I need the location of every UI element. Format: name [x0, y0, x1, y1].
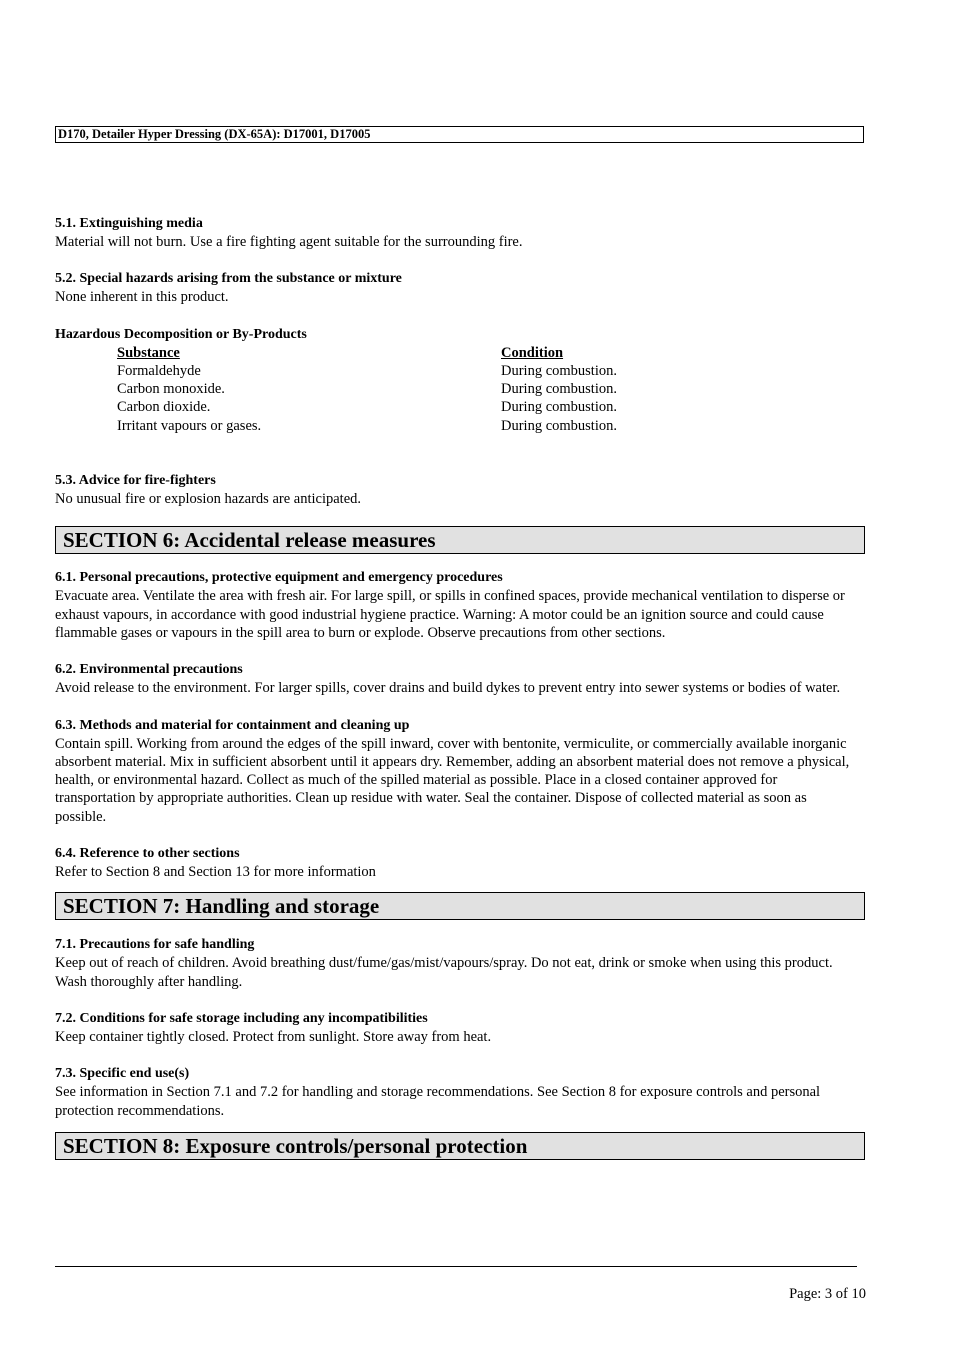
section-6-title: SECTION 6: Accidental release measures: [55, 526, 865, 554]
section-8-title: SECTION 8: Exposure controls/personal protection: [55, 1132, 865, 1160]
subsection-heading: 5.3. Advice for fire-fighters: [55, 473, 216, 489]
subsection-heading: 6.4. Reference to other sections: [55, 846, 240, 862]
subsection-5-1: [55, 215, 855, 251]
subsection-7-2: [55, 1010, 855, 1046]
subsection-text: No unusual fire or explosion hazards are anticipated.: [55, 491, 362, 508]
subsection-7-3: [55, 1065, 855, 1120]
subsection-6-4: [55, 845, 855, 881]
decomposition-block: [55, 326, 855, 435]
subsection-heading: 6.3. Methods and material for containment and cleaning up: [55, 717, 410, 733]
subsection-5-3: [55, 472, 855, 508]
subsection-text: None inherent in this product.: [55, 289, 229, 306]
document-header: D170, Detailer Hyper Dressing (DX-65A): D17001, D17005: [55, 126, 864, 143]
substance-cell: Carbon dioxide.: [117, 399, 211, 416]
subsection-text: Evacuate area. Ventilate the area with fresh air. For large spill, or spills in confined spaces, provide mechanical ventilation to disperse or exhaust vapours, in accordance with good industrial hygiene practice. Warning: A motor could be an ignition source and could cause flammable gases or vapours in the spill area to burn or explode. Observe precautions from other sections.: [55, 588, 845, 641]
decomposition-heading: Hazardous Decomposition or By-Products: [55, 326, 307, 342]
table-row: [117, 398, 617, 416]
table-row: [117, 417, 617, 435]
subsection-text: Keep out of reach of children. Avoid breathing dust/fume/gas/mist/vapours/spray. Do not eat, drink or smoke when using this product. Wash thoroughly after handling.: [55, 955, 833, 990]
footer-divider: [55, 1266, 857, 1267]
subsection-heading: 6.2. Environmental precautions: [55, 662, 243, 678]
subsection-6-2: [55, 661, 855, 697]
subsection-text: Material will not burn. Use a fire fighting agent suitable for the surrounding fire.: [55, 234, 523, 250]
subsection-6-3: [55, 717, 855, 826]
subsection-text: Keep container tightly closed. Protect from sunlight. Store away from heat.: [55, 1028, 492, 1045]
subsection-heading: 7.3. Specific end use(s): [55, 1066, 190, 1082]
condition-cell: During combustion.: [501, 417, 617, 434]
subsection-5-2: [55, 270, 855, 306]
condition-cell: During combustion.: [501, 399, 617, 416]
condition-cell: During combustion.: [501, 381, 617, 398]
substance-cell: Carbon monoxide.: [117, 381, 225, 398]
table-row: [117, 362, 617, 380]
substance-cell: Irritant vapours or gases.: [117, 417, 262, 434]
page-content: [55, 215, 855, 1160]
subsection-text: Refer to Section 8 and Section 13 for more information: [55, 864, 376, 881]
column-header-condition: Condition: [501, 344, 564, 361]
subsection-6-1: [55, 569, 855, 642]
subsection-heading: 7.1. Precautions for safe handling: [55, 937, 255, 953]
column-header-substance: Substance: [117, 344, 180, 361]
page-number: Page: 3 of 10: [789, 1286, 866, 1302]
subsection-text: See information in Section 7.1 and 7.2 for handling and storage recommendations. See Section 8 for exposure controls and personal protection recommendations.: [55, 1084, 821, 1119]
subsection-heading: 7.2. Conditions for safe storage including any incompatibilities: [55, 1010, 428, 1026]
section-7-title: SECTION 7: Handling and storage: [55, 892, 865, 920]
subsection-text: Avoid release to the environment. For larger spills, cover drains and build dykes to prevent entry into sewer systems or bodies of water.: [55, 680, 841, 697]
decomposition-table: [117, 344, 617, 435]
subsection-heading: 6.1. Personal precautions, protective equipment and emergency procedures: [55, 570, 503, 586]
table-row: [117, 380, 617, 398]
subsection-7-1: [55, 936, 855, 991]
substance-cell: Formaldehyde: [117, 362, 201, 379]
subsection-text: Contain spill. Working from around the edges of the spill inward, cover with bentonite, vermiculite, or commercially available inorganic absorbent material. Mix in sufficient absorbent until it appears dry. Remember, adding an absorbent material does not remove a physical, health, or environmental hazard. Collect as much of the spilled material as possible. Place in a closed container approved for transportation by appropriate authorities. Clean up residue with water. Seal the container. Dispose of collected material as soon as possible.: [55, 735, 850, 825]
subsection-heading: 5.1. Extinguishing media: [55, 216, 203, 231]
subsection-heading: 5.2. Special hazards arising from the substance or mixture: [55, 271, 402, 287]
condition-cell: During combustion.: [501, 362, 617, 379]
